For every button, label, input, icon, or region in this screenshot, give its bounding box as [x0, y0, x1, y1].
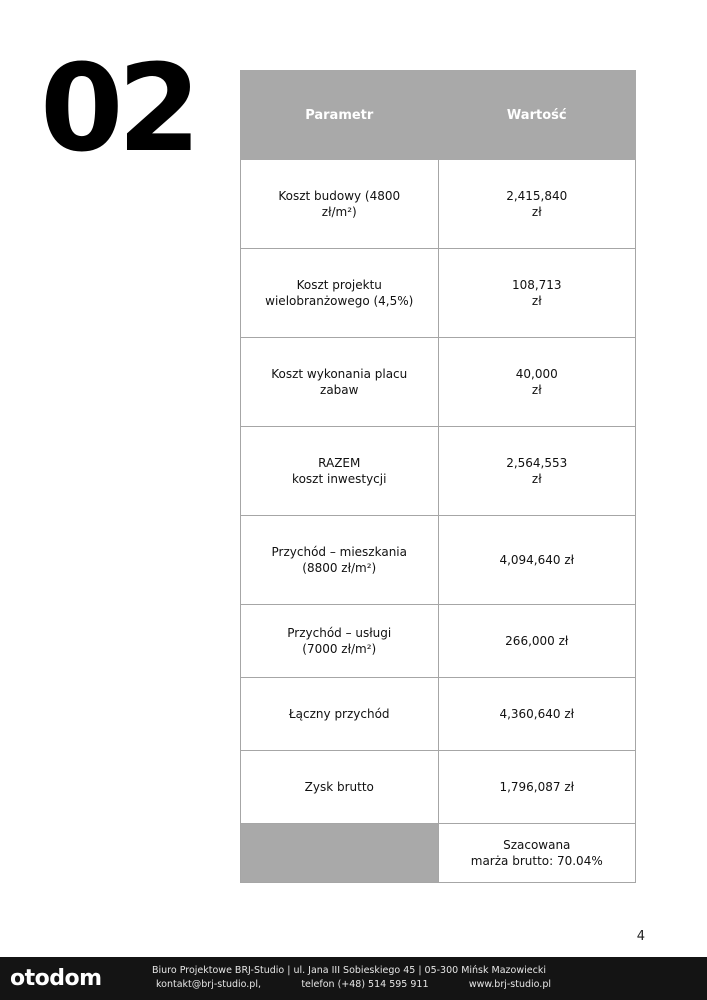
param-text: Zysk brutto	[304, 780, 374, 794]
header-wartosc: Wartość	[438, 71, 636, 160]
param-text: (8800 zł/m²)	[302, 561, 377, 575]
otodom-logo: otodom	[10, 966, 102, 991]
param-text: RAZEM	[318, 456, 361, 470]
value-unit: zł	[531, 205, 542, 219]
section-number: 02	[40, 40, 195, 179]
value-cell	[438, 249, 636, 338]
table-header-row	[241, 71, 636, 160]
param-text: Koszt budowy (4800 zł/m²)	[278, 189, 401, 219]
footer	[0, 957, 707, 1000]
table-row	[241, 824, 636, 883]
value-text: 4,360,640 zł	[499, 707, 575, 721]
footer-contact-row	[152, 978, 551, 992]
cost-table	[240, 70, 636, 883]
value-text: 2,415,840	[506, 189, 568, 203]
footer-phone: telefon (+48) 514 595 911	[301, 979, 429, 990]
value-text: 4,094,640 zł	[499, 553, 575, 567]
value-unit: zł	[531, 383, 542, 397]
param-cell	[241, 427, 439, 516]
footer-website: www.brj-studio.pl	[468, 979, 551, 990]
param-text: Koszt projektu	[296, 278, 382, 292]
value-text: 2,564,553	[506, 456, 568, 470]
param-text: wielobranżowego (4,5%)	[265, 294, 414, 308]
table-row	[241, 338, 636, 427]
param-cell	[241, 605, 439, 678]
param-cell	[241, 678, 439, 751]
footer-email: kontakt@brj-studio.pl,	[156, 979, 261, 990]
value-text: 1,796,087 zł	[499, 780, 575, 794]
param-text: Koszt wykonania placu	[271, 367, 408, 381]
value-cell	[438, 338, 636, 427]
value-cell	[438, 427, 636, 516]
value-cell	[438, 605, 636, 678]
header-parametr: Parametr	[241, 71, 439, 160]
value-text: 40,000	[515, 367, 558, 381]
value-cell	[438, 160, 636, 249]
value-unit: zł	[531, 472, 542, 486]
table-row	[241, 249, 636, 338]
param-text: zabaw	[320, 383, 359, 397]
param-text: Przychód – mieszkania	[271, 545, 407, 559]
param-cell	[241, 751, 439, 824]
param-cell	[241, 249, 439, 338]
param-text: Przychód – usługi	[287, 626, 392, 640]
blank-cell	[241, 824, 439, 883]
value-text: marża brutto: 70.04%	[470, 854, 603, 868]
value-cell	[438, 678, 636, 751]
param-cell	[241, 160, 439, 249]
page-number: 4	[636, 929, 645, 944]
param-cell	[241, 516, 439, 605]
footer-address: Biuro Projektowe BRJ-Studio | ul. Jana III Sobieskiego 45 | 05-300 Mińsk Mazowiecki	[152, 965, 546, 976]
param-cell	[241, 338, 439, 427]
param-text: Łączny przychód	[288, 707, 390, 721]
table-row	[241, 427, 636, 516]
table-row	[241, 751, 636, 824]
value-text: Szacowana	[503, 838, 571, 852]
table-row	[241, 160, 636, 249]
value-cell	[438, 516, 636, 605]
footer-info	[152, 964, 572, 992]
table-row	[241, 605, 636, 678]
param-text: koszt inwestycji	[292, 472, 387, 486]
value-cell	[438, 824, 636, 883]
table-row	[241, 678, 636, 751]
value-unit: zł	[531, 294, 542, 308]
value-text: 108,713	[511, 278, 562, 292]
table-row	[241, 516, 636, 605]
value-cell	[438, 751, 636, 824]
value-text: 266,000 zł	[505, 634, 569, 648]
param-text: (7000 zł/m²)	[302, 642, 377, 656]
